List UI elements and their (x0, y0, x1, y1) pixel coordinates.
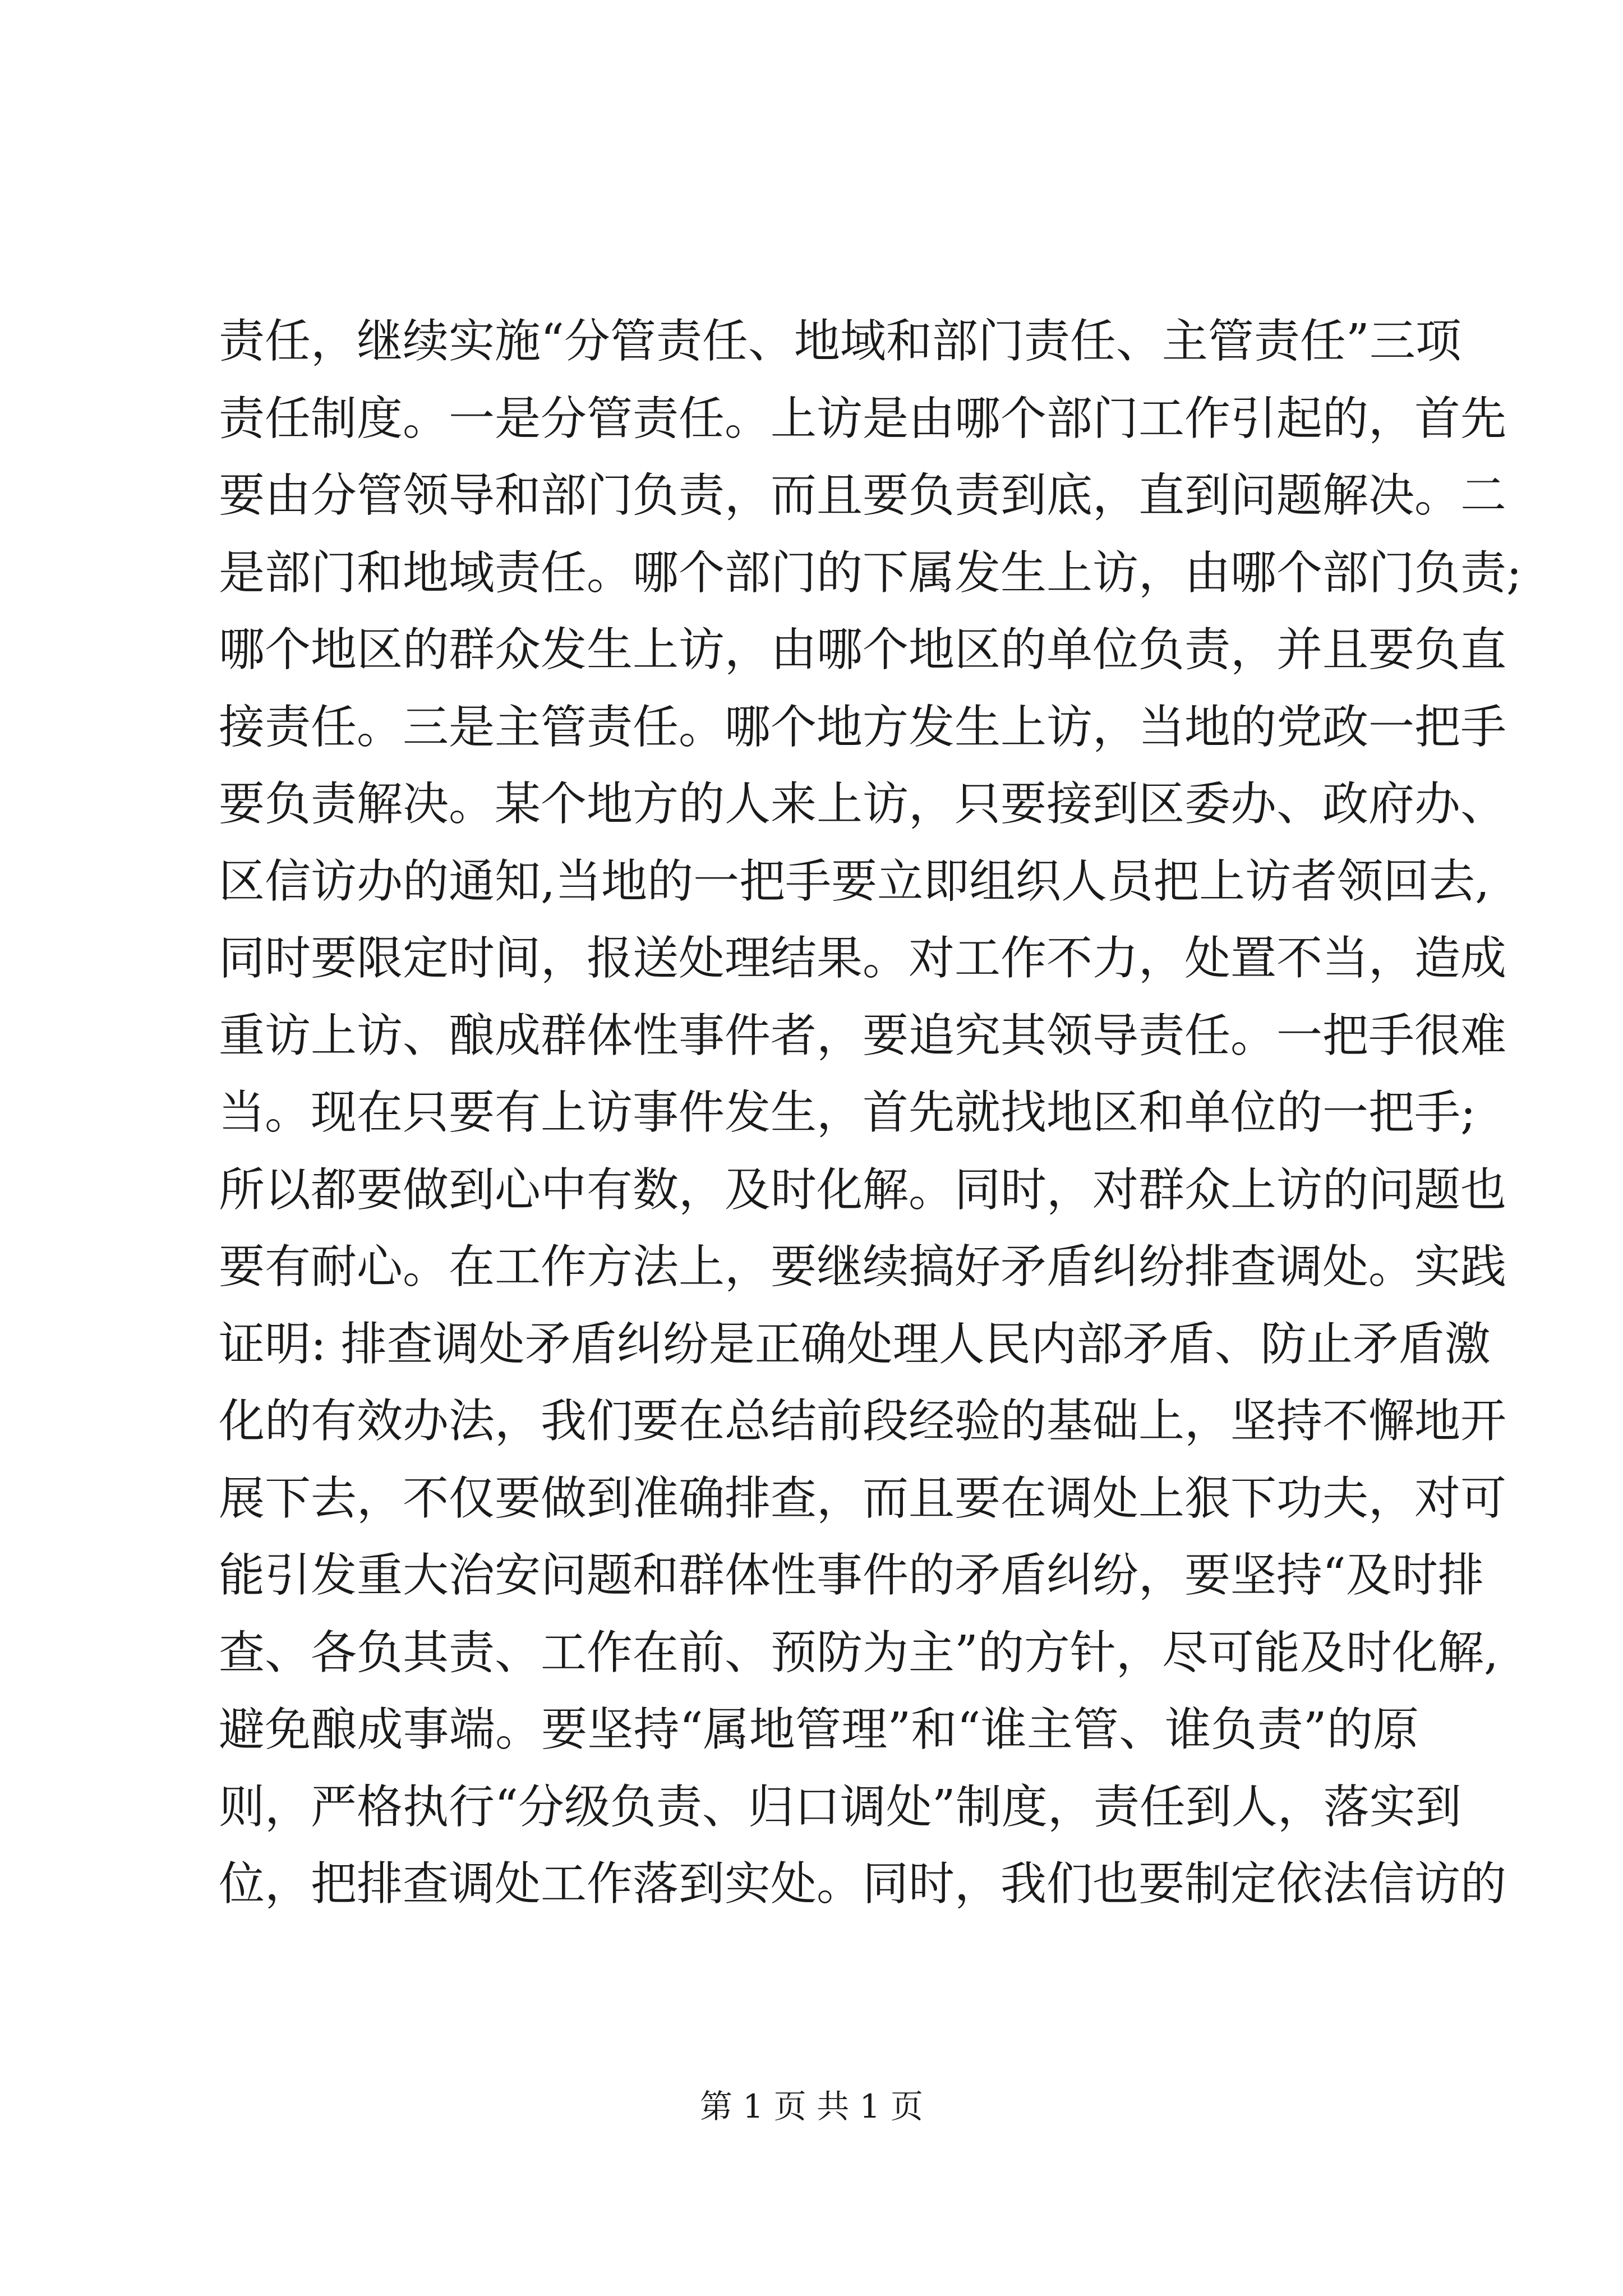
text-line: 责任，继续实施“分管责任、地域和部门责任、主管责任”三项 (219, 315, 1461, 368)
text-line: 要由分管领导和部门负责，而且要负责到底，直到问题解决。二 (219, 469, 1507, 522)
page-number: 第 1 页 共 1 页 (700, 2087, 923, 2125)
text-line: 避免酿成事端。要坚持“属地管理”和“谁主管、谁负责”的原 (219, 1703, 1419, 1756)
text-line: 所以都要做到心中有数，及时化解。同时，对群众上访的问题也 (219, 1163, 1507, 1217)
page-footer (0, 2087, 1623, 2126)
text-line: 当。现在只要有上访事件发生，首先就找地区和单位的一把手; (219, 1086, 1476, 1139)
text-line: 要有耐心。在工作方法上，要继续搞好矛盾纠纷排查调处。实践 (219, 1240, 1507, 1294)
text-line: 要负责解决。某个地方的人来上访，只要接到区委办、政府办、 (219, 777, 1507, 831)
text-line: 则，严格执行“分级负责、归口调处”制度，责任到人，落实到 (219, 1780, 1461, 1834)
text-line: 责任制度。一是分管责任。上访是由哪个部门工作引起的，首先 (219, 392, 1507, 445)
text-line: 查、各负其责、工作在前、预防为主”的方针，尽可能及时化解, (219, 1626, 1498, 1680)
text-line: 同时要限定时间，报送处理结果。对工作不力，处置不当，造成 (219, 932, 1507, 985)
text-line: 接责任。三是主管责任。哪个地方发生上访，当地的党政一把手 (219, 700, 1507, 754)
text-line: 区信访办的通知,当地的一把手要立即组织人员把上访者领回去, (219, 854, 1490, 908)
text-line: 哪个地区的群众发生上访，由哪个地区的单位负责，并且要负直 (219, 623, 1507, 677)
text-line: 展下去，不仅要做到准确排查，而且要在调处上狠下功夫，对可 (219, 1471, 1507, 1525)
text-line: 位，把排查调处工作落到实处。同时，我们也要制定依法信访的 (219, 1857, 1507, 1911)
body-text (219, 303, 1522, 1923)
text-line: 能引发重大治安问题和群体性事件的矛盾纠纷，要坚持“及时排 (219, 1549, 1484, 1602)
text-line: 是部门和地域责任。哪个部门的下属发生上访，由哪个部门负责; (219, 546, 1522, 600)
text-line: 化的有效办法，我们要在总结前段经验的基础上，坚持不懈地开 (219, 1395, 1507, 1448)
text-line: 证明: 排查调处矛盾纠纷是正确处理人民内部矛盾、防止矛盾激 (219, 1317, 1491, 1371)
text-line: 重访上访、酿成群体性事件者，要追究其领导责任。一把手很难 (219, 1009, 1507, 1062)
